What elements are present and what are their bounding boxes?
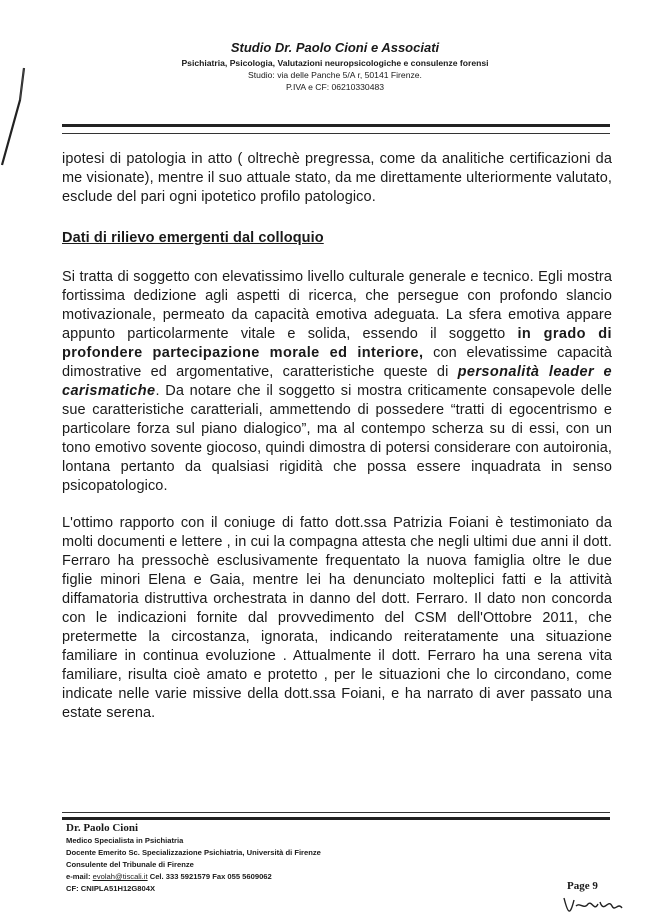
footer-title-3: Consulente del Tribunale di Firenze — [66, 860, 194, 869]
footer-email-link[interactable]: evolah@tiscali.it — [92, 872, 148, 881]
footer-name: Dr. Paolo Cioni — [66, 822, 139, 834]
footer-title-2: Docente Emerito Sc. Specializzazione Psichiatria, Università di Firenze — [66, 848, 321, 857]
letterhead-title: Studio Dr. Paolo Cioni e Associati — [230, 40, 440, 55]
handwritten-signature-icon — [560, 892, 630, 920]
footer — [66, 822, 526, 896]
letterhead-address: Studio: via delle Panche 5/A r, 50141 Firenze. — [248, 70, 422, 80]
p2-text-b: con elevatissime capacità dimostrative ed argomentative, caratteristiche queste di — [62, 345, 612, 380]
p2-bold-phrase: in grado di profondere partecipazione morale ed interiore, — [62, 326, 612, 361]
letterhead-specialties: Psichiatria, Psicologia, Valutazioni neuropsicologiche e consulenze forensi — [181, 58, 489, 68]
letterhead-vat: P.IVA e CF: 06210330483 — [285, 82, 385, 92]
p2-text-a: Si tratta di soggetto con elevatissimo livello culturale generale e tecnico. Egli mostra fortissima dedizione agli aspetti di ricerca, che persegue con profondo slancio motivazionale, permeato da capacità emotiva adeguata. La sfera emotiva appare appunto particolarmente vitale e solida, essendo il soggetto — [62, 269, 612, 342]
page-number: Page 9 — [567, 880, 598, 892]
header-rule — [62, 124, 610, 134]
scan-binder-mark — [0, 60, 40, 170]
footer-rule — [62, 812, 610, 820]
footer-phones: Cel. 333 5921579 Fax 055 5609062 — [149, 872, 272, 881]
p2-bold-italic-phrase: personalità leader e carismatiche — [62, 364, 612, 399]
footer-title-1: Medico Specialista in Psichiatria — [66, 836, 184, 845]
section-heading: Dati di rilievo emergenti dal colloquio — [62, 230, 324, 246]
letterhead — [100, 40, 570, 94]
document-body — [62, 150, 612, 723]
intro-paragraph: ipotesi di patologia in atto ( oltrechè pregressa, come da analitiche certificazioni da me visionate), mentre il suo attuale stato, da me direttamente ulteriormente valutato, esclude del pari ogni ipotetico profilo patologico. — [62, 151, 612, 205]
footer-email-label: e-mail: — [66, 872, 91, 881]
paragraph-rapporto: L'ottimo rapporto con il coniuge di fatto dott.ssa Patrizia Foiani è testimoniato da molti documenti e lettere , in cui la compagna attesta che negli ultimi due anni il dott. Ferraro ha pressochè esclusivamente frequentato la nuova famiglia oltre le due figlie minori Elena e Gaia, mentre lei ha denunciato molteplici fatti e la attività diffamatoria distruttiva orchestrata in danno del dott. Ferraro. Il dato non concorda con le indicazioni fornite dal provvedimento del CSM dell'Ottobre 2011, che pretermette la circostanza, ignorata, indicando reiteratamente una situazione familiare in continua evoluzione . Attualmente il dott. Ferraro ha una serena vita familiare, risulta cioè amato e protetto , per le situazioni che lo circondano, come indicate nelle varie missive della dott.ssa Foiani, e ha narrato di aver passato una estate serena. — [62, 515, 612, 721]
p2-text-c: . Da notare che il soggetto si mostra criticamente consapevole delle sue caratteristiche caratteriali, ammettendo di possedere “tratti di egocentrismo e particolare forza sul piano dialogico”, ma al contempo scherza su di essi, con un tono emotivo sovente giocoso, quindi dimostra di potersi considerare con autoironia, lontana pertanto da qualsiasi rigidità che possa essere inquadrata in senso psicopatologico. — [62, 383, 612, 494]
footer-cf: CF: CNIPLA51H12G804X — [66, 884, 156, 893]
footer-contacts — [66, 872, 526, 881]
paragraph-soggetto — [62, 268, 612, 496]
